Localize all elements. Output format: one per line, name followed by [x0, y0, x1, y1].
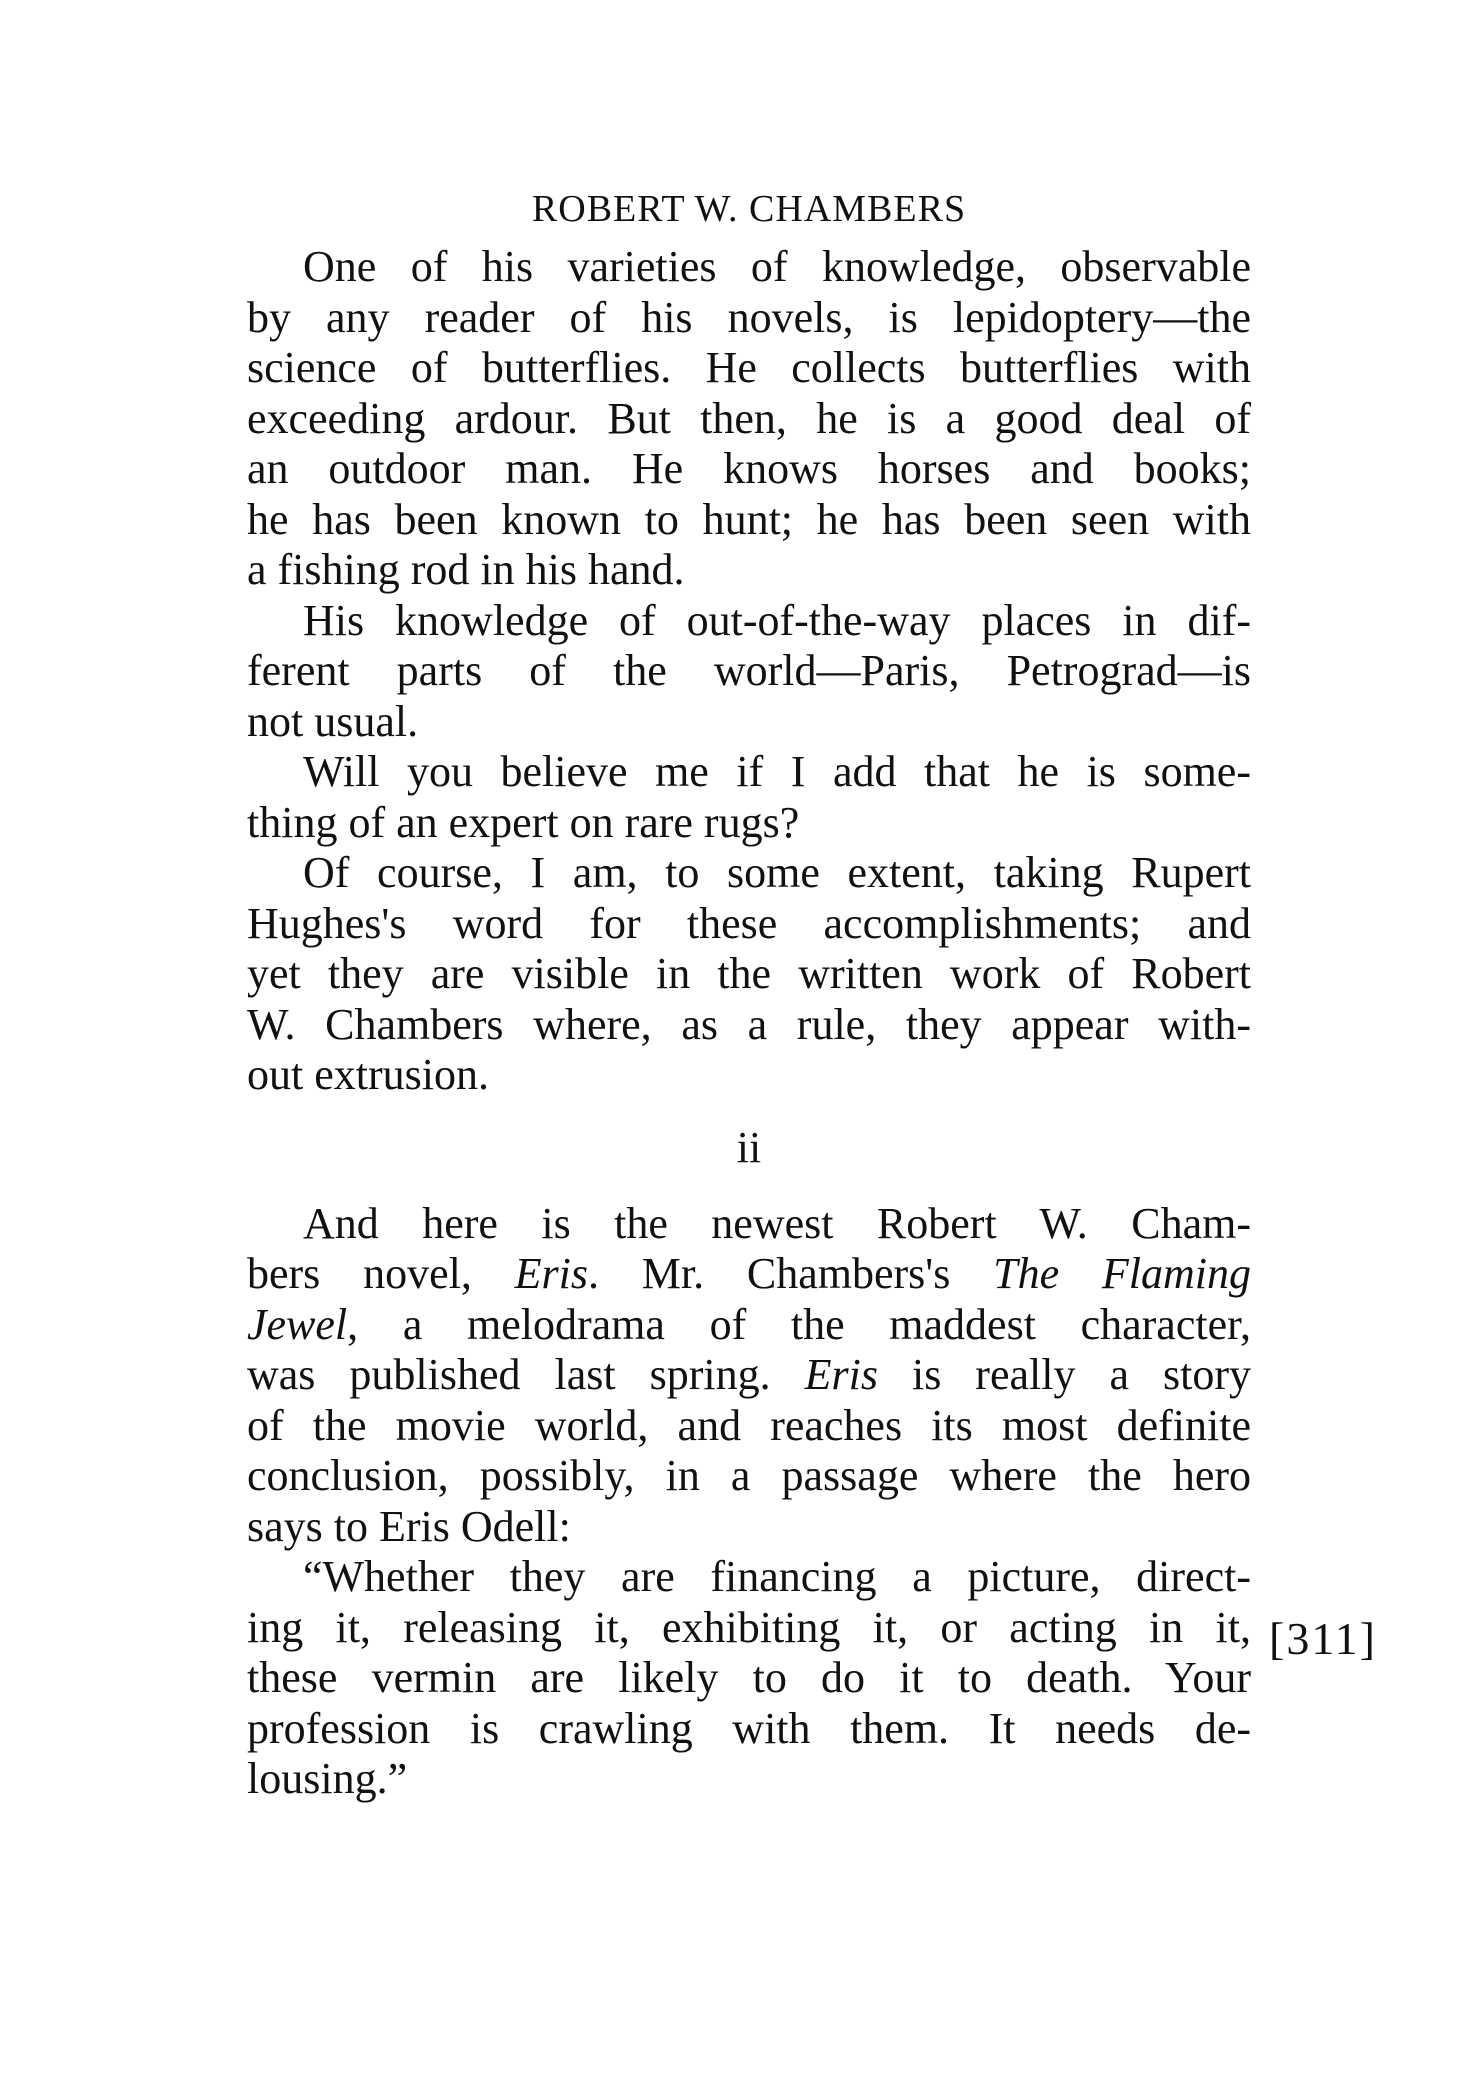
- text-line: thing of an expert on rare rugs?: [247, 797, 800, 847]
- text-line: [247, 1350, 1251, 1401]
- text-line: out extrusion.: [247, 1050, 489, 1099]
- text-run: . Mr. Chambers's: [587, 1249, 994, 1298]
- book-title: Jewel: [247, 1299, 348, 1349]
- text-line: of the movie world, and reaches its most definite: [247, 1400, 1251, 1450]
- text-line: exceeding ardour. But then, he is a good deal of: [247, 393, 1251, 443]
- paragraph-hughes: [247, 848, 1251, 1101]
- book-title: The Flaming: [993, 1249, 1252, 1298]
- text-line: a fishing rod in his hand.: [247, 545, 685, 594]
- text-line: he has been known to hunt; he has been seen with: [247, 494, 1251, 544]
- text-line: ing it, releasing it, exhibiting it, or acting in it,: [247, 1602, 1251, 1652]
- text-line: Hughes's word for these accomplishments; and: [247, 898, 1251, 948]
- book-page: [247, 184, 1377, 1805]
- book-title: Eris: [514, 1249, 588, 1298]
- paragraph-butterflies: [247, 242, 1251, 596]
- text-run: was published last spring.: [247, 1350, 805, 1399]
- text-line: not usual.: [247, 696, 419, 746]
- paragraph-rugs: [247, 747, 1251, 848]
- text-line: His knowledge of out-of-the-way places in dif-: [303, 595, 1251, 645]
- text-line: And here is the newest Robert W. Cham-: [303, 1198, 1251, 1248]
- text-run: bers novel,: [247, 1249, 515, 1298]
- paragraph-eris: [247, 1199, 1251, 1553]
- book-title: Eris: [804, 1350, 878, 1399]
- text-line: Will you believe me if I add that he is some-: [303, 747, 1251, 796]
- text-line: ferent parts of the world—Paris, Petrograd—is: [247, 646, 1251, 695]
- text-line: science of butterflies. He collects butterflies with: [247, 343, 1251, 392]
- section-number: ii: [736, 1122, 762, 1172]
- text-line: Of course, I am, to some extent, taking Rupert: [303, 848, 1251, 897]
- text-line: One of his varieties of knowledge, observable: [303, 242, 1251, 291]
- text-line: W. Chambers where, as a rule, they appear with-: [247, 999, 1251, 1049]
- text-line: profession is crawling with them. It needs de-: [247, 1703, 1251, 1753]
- paragraph-places: [247, 596, 1251, 748]
- text-line: these vermin are likely to do it to death. Your: [247, 1653, 1251, 1702]
- text-run: , a melodrama of the maddest character,: [347, 1299, 1251, 1349]
- text-line: [247, 1300, 1251, 1351]
- paragraph-quote: [247, 1552, 1251, 1805]
- text-line: by any reader of his novels, is lepidoptery—the: [247, 292, 1251, 342]
- running-head: ROBERT W. CHAMBERS: [531, 188, 967, 230]
- text-line: yet they are visible in the written work of Robert: [247, 949, 1251, 998]
- text-line: “Whether they are financing a picture, direct-: [303, 1552, 1251, 1601]
- text-line: lousing.”: [247, 1754, 408, 1803]
- page-number: [311]: [1269, 1613, 1377, 1664]
- text-line: [247, 1249, 1251, 1300]
- text-line: an outdoor man. He knows horses and books;: [247, 444, 1251, 493]
- text-run: is really a story: [877, 1350, 1251, 1399]
- text-line: says to Eris Odell:: [247, 1501, 571, 1551]
- text-line: conclusion, possibly, in a passage where the hero: [247, 1451, 1251, 1500]
